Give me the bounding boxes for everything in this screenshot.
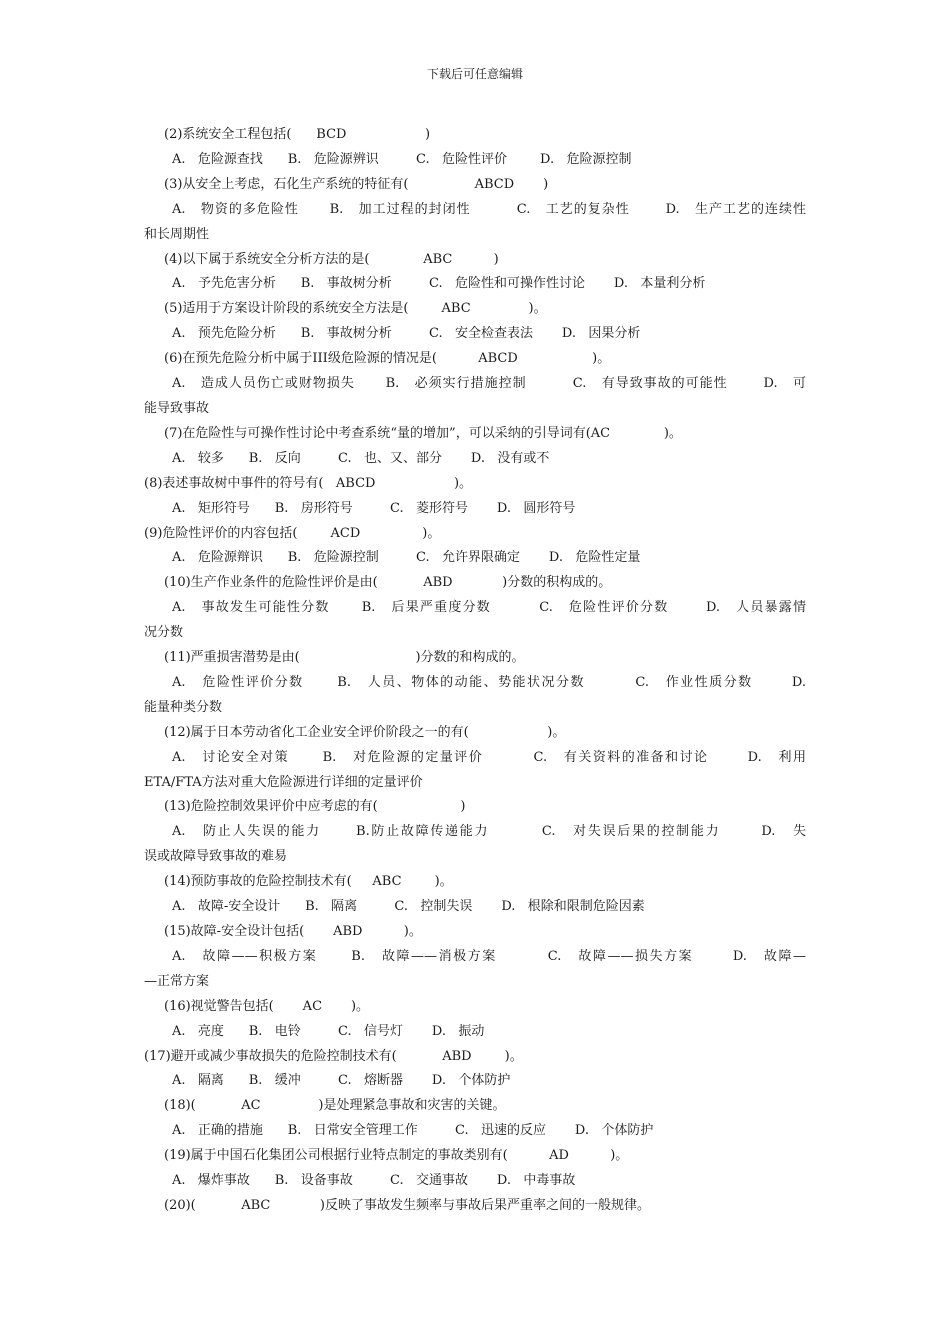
question-line: (12)属于日本劳动省化工企业安全评价阶段之一的有( )。	[164, 724, 566, 740]
options-line: A. 正确的措施 B. 日常安全管理工作 C. 迅速的反应 D. 个体防护	[172, 1123, 654, 1139]
continuation-line: 能导致事故	[144, 400, 210, 416]
options-line: A. 危险源辩识 B. 危险源控制 C. 允许界限确定 D. 危险性定量	[172, 550, 641, 566]
question-list	[144, 123, 806, 1219]
options-line: A. 物资的多危险性 B. 加工过程的封闭性 C. 工艺的复杂性 D. 生产工艺的连续性	[172, 201, 806, 217]
continuation-line: —正常方案	[144, 973, 210, 989]
question-line: (15)故障-安全设计包括( ABD )。	[164, 924, 422, 939]
question-line: (14)预防事故的危险控制技术有( ABC )。	[164, 874, 453, 890]
question-line: (6)在预先危险分析中属于III级危险源的情况是( ABCD )。	[164, 351, 611, 367]
page-header: 下载后可任意编辑	[426, 67, 523, 81]
question-line: (9)危险性评价的内容包括( ACD )。	[144, 525, 441, 541]
question-line: (8)表述事故树中事件的符号有( ABCD )。	[144, 475, 473, 491]
options-line: A. 防止人失误的能力 B.防止故障传递能力 C. 对失误后果的控制能力 D. 失	[172, 824, 806, 840]
options-line: A. 预先危险分析 B. 事故树分析 C. 安全检查表法 D. 因果分析	[172, 326, 641, 342]
question-line: (3)从安全上考虑，石化生产系统的特征有( ABCD )	[164, 176, 549, 192]
question-line: (10)生产作业条件的危险性评价是由( ABD )分数的积构成的。	[164, 575, 612, 591]
options-line: A. 隔离 B. 缓冲 C. 熔断器 D. 个体防护	[172, 1073, 511, 1089]
options-line: A. 爆炸事故 B. 设备事故 C. 交通事故 D. 中毒事故	[172, 1173, 576, 1189]
continuation-line: 误或故障导致事故的难易	[144, 849, 288, 865]
options-line: A. 矩形符号 B. 房形符号 C. 菱形符号 D. 圆形符号	[172, 500, 576, 516]
question-line: (17)避开或减少事故损失的危险控制技术有( ABD )。	[144, 1048, 523, 1064]
options-line: A. 亮度 B. 电铃 C. 信号灯 D. 振动	[172, 1023, 485, 1039]
options-line: A. 造成人员伤亡或财物损失 B. 必须实行措施控制 C. 有导致事故的可能性 D. 可	[172, 376, 806, 392]
question-line: (20)( ABC )反映了事故发生频率与事故后果严重率之间的一般规律。	[164, 1197, 651, 1213]
question-line: (18)( AC )是处理紧急事故和灾害的关键。	[164, 1098, 506, 1114]
options-line: A. 事故发生可能性分数 B. 后果严重度分数 C. 危险性评价分数 D. 人员暴露情	[172, 600, 806, 616]
options-line: A. 讨论安全对策 B. 对危险源的定量评价 C. 有关资料的准备和讨论 D. 利用	[172, 749, 806, 765]
options-line: A. 予先危害分析 B. 事故树分析 C. 危险性和可操作性讨论 D. 本量利分析	[172, 276, 706, 292]
question-line: (19)属于中国石化集团公司根据行业特点制定的事故类别有( AD )。	[164, 1148, 629, 1164]
options-line: A. 故障-安全设计 B. 隔离 C. 控制失误 D. 根除和限制危险因素	[172, 899, 645, 915]
continuation-line: 能量种类分数	[144, 699, 223, 715]
options-line: A. 危险源查找 B. 危险源辨识 C. 危险性评价 D. 危险源控制	[172, 151, 632, 167]
continuation-line: ETA/FTA方法对重大危险源进行详细的定量评价	[144, 774, 423, 790]
options-line: A. 故障——积极方案 B. 故障——消极方案 C. 故障——损失方案 D. 故障—	[172, 948, 806, 964]
options-line: A. 危险性评价分数 B. 人员、物体的动能、势能状况分数 C. 作业性质分数 D.	[172, 674, 806, 690]
question-line: (2)系统安全工程包括( BCD )	[164, 127, 431, 142]
continuation-line: 况分数	[144, 625, 184, 641]
options-line: A. 较多 B. 反向 C. 也、又、部分 D. 没有或不	[172, 450, 550, 466]
question-line: (11)严重损害潜势是由( )分数的和构成的。	[164, 650, 525, 666]
question-line: (7)在危险性与可操作性讨论中考查系统“量的增加”，可以采纳的引导词有(AC )。	[164, 425, 682, 441]
question-line: (4)以下属于系统安全分析方法的是( ABC )	[164, 251, 499, 267]
question-line: (13)危险控制效果评价中应考虑的有( )	[164, 799, 466, 815]
question-line: (5)适用于方案设计阶段的系统安全方法是( ABC )。	[164, 301, 547, 317]
continuation-line: 和长周期性	[144, 226, 210, 242]
question-line: (16)视觉警告包括( AC )。	[164, 998, 370, 1014]
